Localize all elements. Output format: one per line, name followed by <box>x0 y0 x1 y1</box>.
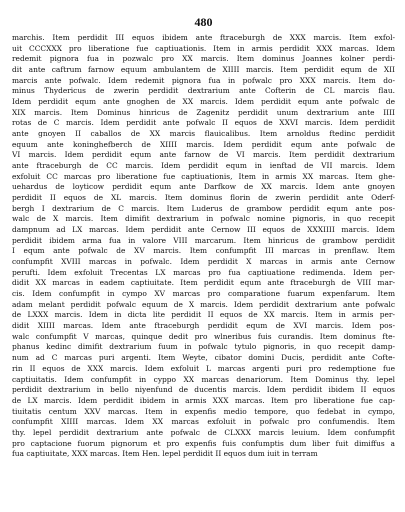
text-line: de LXXX marcis. Idem in dicta lite perdidit II equos de XX marcis. Item in armis per- <box>12 310 395 320</box>
text-line: minus Thydericus de zwerin perdidit dextrarium ante Cofterin de CL marcis flau. <box>12 86 395 96</box>
text-line: marcis ante pofwalc. Idem redemit pignora fua in pofwalc pro XXX marcis. Item do- <box>12 75 395 85</box>
text-line: didit XX marcas in eadem captiuitate. Item perdidit equm ante ftraceburgh de VIII mar- <box>12 278 395 288</box>
text-line: dit ante caftrum farnow equum ambulantem de XIIII marcis. Item perdidit equm de XII <box>12 65 395 75</box>
text-line: rotas de C marcis. Idem perdidit ante pofwalc II equos de XXVI marcis. Idem perdidit <box>12 118 395 128</box>
text-line: didit XIIII marcas. Idem ante ftraceburgh perdidit equm de XVI marcis. Idem pos- <box>12 321 395 331</box>
page-number: 480 <box>194 15 213 29</box>
text-line: walc confumpfit V marcas, quinque dedit pro wlneribus fuis curandis. Item dominus fte- <box>12 331 395 341</box>
text-line: confumpfit XIIII marcas. Idem XX marcas exfoluit in pofwalc pro confumendis. Item <box>12 417 395 427</box>
text-line: thy. lepel perdidit dextrarium ante pofwalc de CLXXX marcis leuium. Idem confumpfit <box>12 427 395 437</box>
text-line: ante gnoyen II caballos de XX marcis flauicalibus. Item arnoldus ftedinc perdidit <box>12 129 395 139</box>
text-line: cis. Idem confumpfit in cympo XV marcas pro comparatione fuarum expenfarum. Item <box>12 289 395 299</box>
text-line: perufti. Idem exfoluit Trecentas LX marcas pro fua captiuatione redimenda. Idem per- <box>12 267 395 277</box>
text-line: captiuitatis. Idem confumpfit in cyppo XX marcas denariorum. Item Dominus thy. lepel <box>12 374 395 384</box>
text-line: de LX marcis. Idem perdidit ibidem in armis XXX marcas. Item pro liberatione fue cap- <box>12 395 395 405</box>
text-line: num ad C marcas puri argenti. Item Weyte, cibator domini Ducis, perdidit ante Cofte- <box>12 353 395 363</box>
text-line: confumpfit XVIII marcas in pofwalc. Idem perdidit X marcas in armis ante Cernow <box>12 257 395 267</box>
body-text <box>12 33 395 460</box>
text-line: uit CCCXXX pro liberatione fue captiuationis. Item in armis perdidit XXX marcas. Idem <box>12 43 395 53</box>
text-line: Idem perdidit equm ante gnoghen de XX marcis. Idem perdidit equm ante pofwalc de <box>12 97 395 107</box>
text-line: walc de X marcis. Item dimifit dextrarium in pofwalc nomine pignoris, in quo recepit <box>12 214 395 224</box>
text-line: phanus kedinc dimifit dextrarium fuum in pofwalc tytulo pignoris, in quo recepit damp- <box>12 342 395 352</box>
text-line: perdidit ibidem arma fua in valore VIII marcarum. Item hinricus de grambow perdidit <box>12 235 395 245</box>
text-line: uehardus de loyticow perdidit equm ante Darfkow de XX marcis. Idem ante gnoyen <box>12 182 395 192</box>
text-line: adam melant perdidit pofwalc equum de X marcis. Idem perdidit dextrarium ante pofwalc <box>12 299 395 309</box>
text-line: perdidit II equos de XL marcis. Item dominus florin de zwerin perdidit ante Oderf- <box>12 193 395 203</box>
text-line: tiuitatis centum XXV marcas. Item in expenfis medio tempore, quo fedebat in cympo, <box>12 406 395 416</box>
text-line: rin II equos de XXX marcis. Idem exfoluit L marcas argenti puri pro redemptione fue <box>12 363 395 373</box>
text-line: equum ante koninghefberch de XIIII marcis. Idem perdidit equm ante pofwalc de <box>12 139 395 149</box>
text-line: bergh I dextrarium de C marcis. Item Luderus de grambow perdidit equm ante pos- <box>12 203 395 213</box>
text-line: redemit pignora fua in pozwalc pro XX marcis. Item dominus Joannes kolner perdi- <box>12 54 395 64</box>
text-line: I equm ante pofwalc de XV marcis. Item confumpfit III marcas in prenflaw. Item <box>12 246 395 256</box>
text-line: exfoluit CC marcas pro liberatione fue captiuationis, Item in armis XX marcas. Item ghe- <box>12 171 395 181</box>
text-line: ante ftraceburgh de CC marcis. Idem perdidit equm in ienftad de VII marcis. Idem <box>12 161 395 171</box>
text-line: perdidit dextrarium in bello niyenfund de ducentis marcis. Idem perdidit ibidem II equos <box>12 385 395 395</box>
text-line: fua captiuitate, XXX marcas. Item Hen. lepel perdidit II equos dum iuit in terram <box>12 449 318 459</box>
text-line: marchis. Item perdidit III equos ibidem ante ftraceburgh de XXX marcis. Item exfol- <box>12 33 395 42</box>
text-line: pro captacione fuorum pignorum et pro expenfis fuis confumptis dum liber fuit dimiffus a <box>12 438 395 448</box>
text-line: XIX marcis. Item Dominus hinricus de Zagenitz perdidit unum dextrarium ante IIII <box>12 107 395 117</box>
text-line: dampnum ad LX marcas. Idem perdidit ante Cernow III equos de XXXIIII marcis. Idem <box>12 225 395 235</box>
text-line: VI marcis. Idem perdidit equm ante farnow de VI marcis. Item perdidit dextrarium <box>12 150 395 160</box>
